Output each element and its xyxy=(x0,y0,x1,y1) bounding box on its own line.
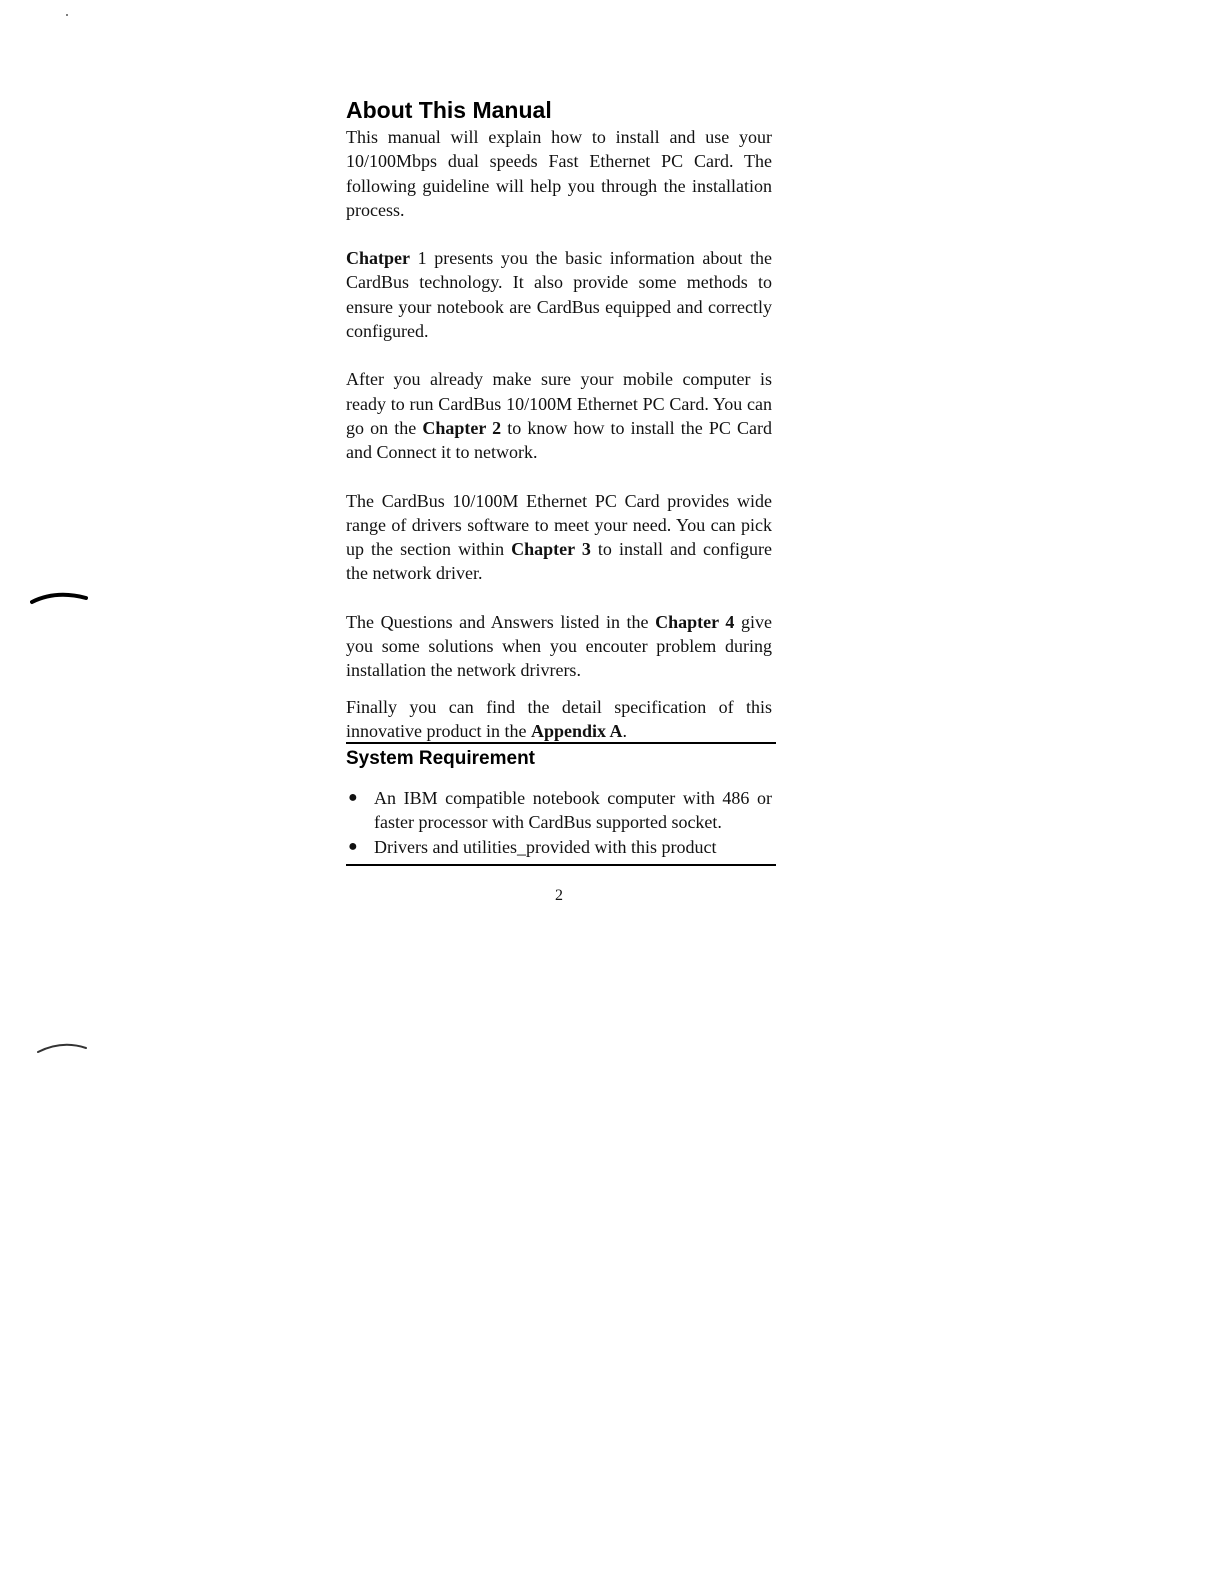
manual-page xyxy=(346,96,773,904)
scan-mark-middle xyxy=(30,588,90,608)
section-divider-bottom xyxy=(346,864,776,866)
list-item xyxy=(346,835,772,859)
chapter-1-text: presents you the basic information about the CardBus technology. It also provide some methods to ensure your notebook are CardBus equipped and correctly configured. xyxy=(346,248,773,342)
chapter-2-ref: Chapter 2 xyxy=(422,417,502,438)
chapter-1-number: 1 xyxy=(417,248,427,269)
scan-mark-lower xyxy=(36,1038,92,1058)
list-item xyxy=(346,786,772,835)
appendix-text-before: Finally you can find the detail specification of this innovative product in the xyxy=(346,696,772,741)
bullet-icon: ● xyxy=(348,789,358,806)
chapter-1-label: Chatper xyxy=(346,248,410,269)
requirement-list xyxy=(346,786,772,859)
chapter-4-paragraph xyxy=(346,610,772,683)
appendix-ref: Appendix A xyxy=(530,720,623,741)
intro-paragraph: This manual will explain how to install and use your 10/100Mbps dual speeds Fast Ethernet PC Card. The following guideline will help you through the installation process. xyxy=(346,127,772,220)
appendix-text-after: . xyxy=(622,720,628,741)
chapter-2-paragraph xyxy=(346,367,772,464)
chapter-1-paragraph xyxy=(346,246,772,343)
chapter-4-text-after: give you some solutions when you encouter problem during installation the network drivrers. xyxy=(346,611,772,681)
chapter-4-ref: Chapter 4 xyxy=(655,611,735,632)
chapter-3-ref: Chapter 3 xyxy=(511,539,591,560)
requirement-text: An IBM compatible notebook computer with 486 or faster processor with CardBus supported socket. xyxy=(374,788,772,833)
chapter-2-text-before: After you already make sure your mobile computer is ready to run CardBus 10/100M Ethernet PC Card. You can go on the xyxy=(346,369,772,438)
chapter-4-text-before: The Questions and Answers listed in the xyxy=(346,611,656,632)
chapter-3-text-before: The CardBus 10/100M Ethernet PC Card provides wide range of drivers software to meet your need. You can pick up the section within xyxy=(346,490,772,560)
chapter-2-text-after: to know how to install the PC Card and Connect it to network. xyxy=(346,417,772,463)
system-requirement-title: System Requirement xyxy=(346,748,536,769)
section-divider-top xyxy=(346,742,776,744)
scan-mark-top xyxy=(60,8,74,22)
page-number: 2 xyxy=(555,887,563,904)
requirement-text: Drivers and utilities_provided with this product xyxy=(374,836,717,857)
page-title: About This Manual xyxy=(346,97,552,123)
bullet-icon: ● xyxy=(348,837,358,855)
appendix-paragraph xyxy=(346,695,772,744)
chapter-3-paragraph xyxy=(346,489,772,586)
chapter-3-text-after: to install and configure the network driver. xyxy=(346,539,772,584)
